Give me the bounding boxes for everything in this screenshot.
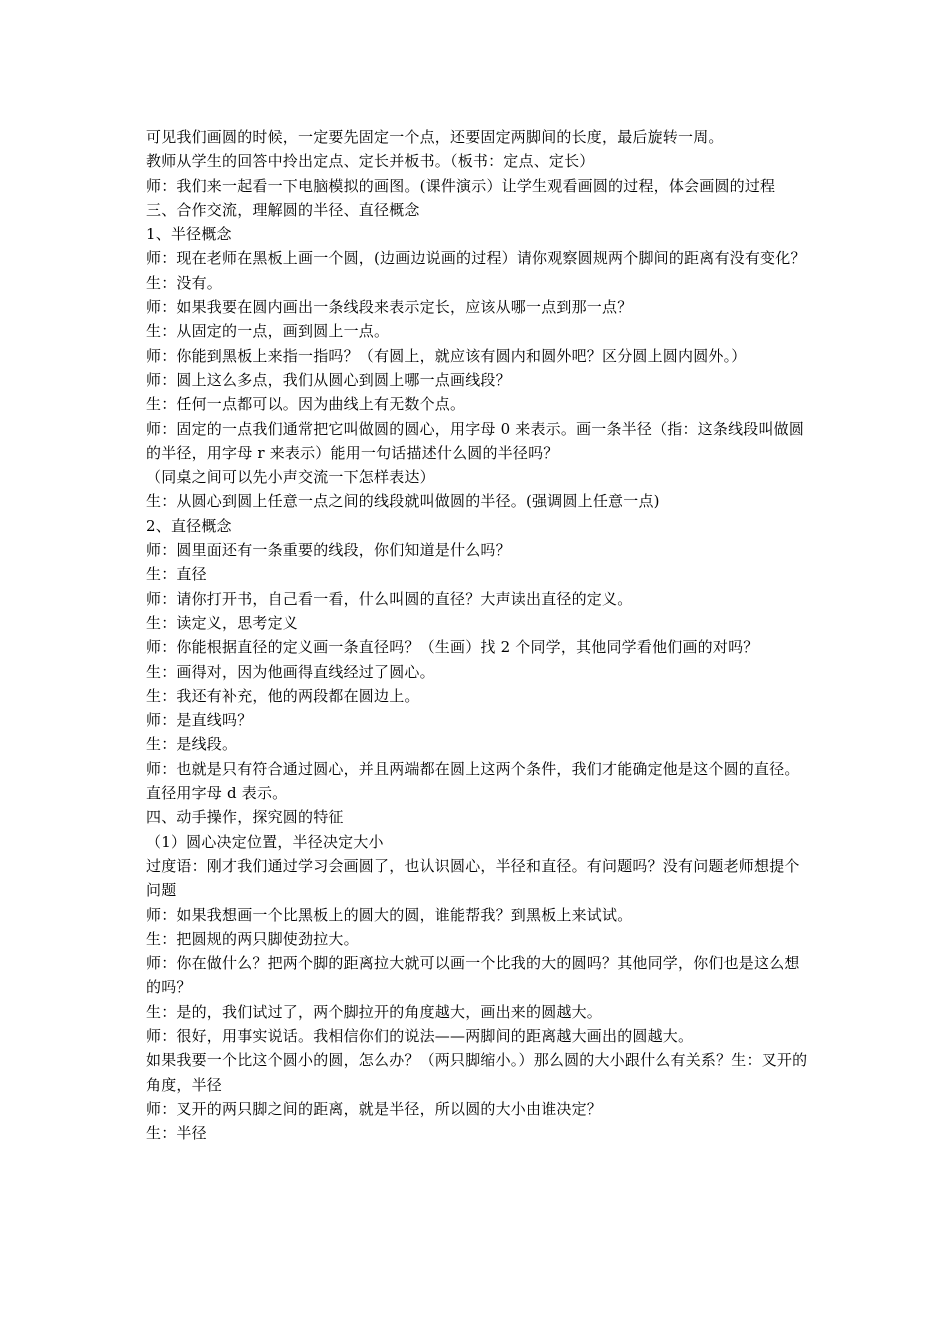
paragraph: 生：半径	[146, 1124, 207, 1143]
paragraph: 师：圆里面还有一条重要的线段，你们知道是什么吗？	[146, 541, 511, 560]
paragraph: 师：很好，用事实说话。我相信你们的说法——两脚间的距离越大画出的圆越大。	[146, 1026, 694, 1045]
paragraph: 生：是的，我们试过了，两个脚拉开的角度越大，画出来的圆越大。	[146, 1002, 603, 1021]
paragraph: 生：读定义，思考定义	[146, 613, 299, 632]
paragraph: 生：从固定的一点，画到圆上一点。	[146, 322, 390, 341]
paragraph: 生：从圆心到圆上任意一点之间的线段就叫做圆的半径。(强调圆上任意一点)	[146, 492, 660, 511]
section-heading: 三、合作交流，理解圆的半径、直径概念	[146, 200, 420, 219]
paragraph: 师：如果我想画一个比黑板上的圆大的圆，谁能帮我？到黑板上来试试。	[146, 905, 633, 924]
paragraph: 生：任何一点都可以。因为曲线上有无数个点。	[146, 395, 466, 414]
subsection-heading: 1、半径概念	[146, 225, 232, 244]
paragraph: 可见我们画圆的时候，一定要先固定一个点，还要固定两脚间的长度，最后旋转一周。	[146, 128, 724, 146]
paragraph: 生：是线段。	[146, 735, 238, 754]
paragraph: 生：我还有补充，他的两段都在圆边上。	[146, 686, 420, 705]
subsection-heading: 2、直径概念	[146, 516, 232, 535]
paragraph: 师：我们来一起看一下电脑模拟的画图。(课件演示）让学生观看画圆的过程，体会画圆的过程	[146, 176, 776, 195]
paragraph: 师：请你打开书，自己看一看，什么叫圆的直径？大声读出直径的定义。	[146, 589, 633, 608]
paragraph: 师：是直线吗？	[146, 711, 253, 730]
paragraph: 师：如果我要在圆内画出一条线段来表示定长，应该从哪一点到那一点？	[146, 298, 633, 317]
section-heading: 四、动手操作，探究圆的特征	[146, 808, 344, 827]
paragraph: 如果我要一个比这个圆小的圆，怎么办？（两只脚缩小。）那么圆的大小跟什么有关系？生：叉开的角度，半径	[146, 1051, 808, 1094]
paragraph: 过度语：刚才我们通过学习会画圆了，也认识圆心，半径和直径。有问题吗？没有问题老师想提个问题	[146, 856, 800, 900]
paragraph: （同桌之间可以先小声交流一下怎样表达）	[146, 468, 435, 487]
paragraph: 教师从学生的回答中拎出定点、定长并板书。（板书：定点、定长）	[146, 152, 595, 171]
paragraph: 师：叉开的两只脚之间的距离，就是半径，所以圆的大小由谁决定？	[146, 1099, 603, 1118]
paragraph: 师：圆上这么多点，我们从圆心到圆上哪一点画线段？	[146, 370, 511, 389]
paragraph: 师：现在老师在黑板上画一个圆，(边画边说画的过程）请你观察圆规两个脚间的距离有没有变化？	[146, 249, 806, 268]
paragraph: 生：画得对，因为他画得直线经过了圆心。	[146, 662, 435, 681]
subsection-heading: （1）圆心决定位置，半径决定大小	[146, 832, 384, 851]
document-body	[146, 125, 810, 1145]
paragraph: 生：没有。	[146, 273, 223, 292]
paragraph: 师：你在做什么？把两个脚的距离拉大就可以画一个比我的大的圆吗？其他同学，你们也是这么想的吗？	[146, 954, 800, 997]
paragraph: 生：把圆规的两只脚使劲拉大。	[146, 929, 359, 948]
paragraph: 师：也就是只有符合通过圆心，并且两端都在圆上这两个条件，我们才能确定他是这个圆的直径。直径用字母 d 表示。	[146, 759, 800, 803]
paragraph: 师：固定的一点我们通常把它叫做圆的圆心，用字母 0 来表示。画一条半径（指：这条线段叫做圆的半径，用字母 r 来表示）能用一句话描述什么圆的半径吗？	[146, 419, 805, 462]
paragraph: 师：你能到黑板上来指一指吗？（有圆上，就应该有圆内和圆外吧？区分圆上圆内圆外。）	[146, 346, 747, 365]
paragraph: 师：你能根据直径的定义画一条直径吗？（生画）找 2 个同学，其他同学看他们画的对吗？	[146, 638, 759, 657]
paragraph: 生：直径	[146, 565, 207, 584]
